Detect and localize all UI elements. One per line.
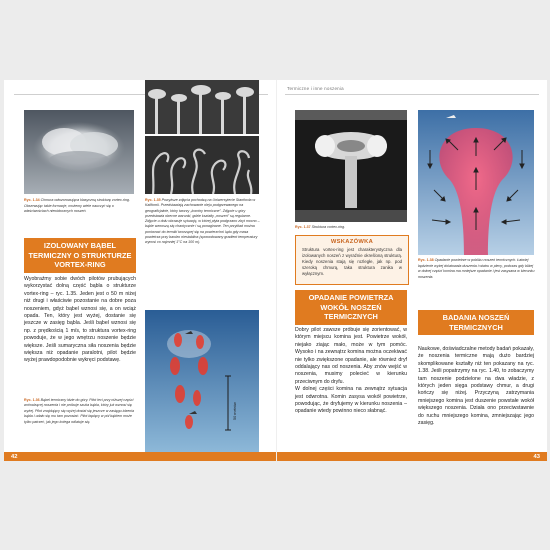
fig136-caption	[24, 398, 136, 425]
right-page-header: Termiczne i inne noszenia	[287, 86, 344, 91]
downdraft-diagram	[418, 110, 534, 255]
hint-text: Struktura vortex-ring jest charakterystyczna dla izolowanych noszeń z wyraźnie określoną strukturą. Kiedy noszenia stają się rozległe, jak np. pod szeroką chmurą, taka struktura zanika w wyłącznym.	[302, 247, 402, 276]
left-page-footer-bar	[4, 452, 276, 461]
oil-plumes-regular-photo	[145, 80, 259, 134]
research-body-text: Naukowe, doświadczalne metody badań pokazały, że noszenia termiczne mają dużo bardziej skomplikowane kształty niż ten pokazany na ryc. 1.38. Jeśli popatrzymy na ryc. 1.40, to zobaczymy tam noszenie podzielone na dwa władzie, z których jeden sięga podstawy chmur, a drugi kończy się niżej. Przyczyną zatrzymania mniejszego komina jest duszenie powstałe wokół większego noszenia. Działa ono przeciwstawnie do ruchu mniejszego komina, zmniejszając jego zasięg.	[418, 346, 534, 427]
left-page	[4, 80, 276, 461]
fig137-label: Ryc. 1.37	[295, 225, 311, 229]
fig134-caption	[24, 198, 136, 215]
hint-title: WSKAZÓWKA	[330, 239, 374, 245]
fig136-text: Bąbel termiczny idzie do góry. Pilot leci przy niższej części wchodzącej noszenia i nie próbuje szuka bąbla, który już wznosi się wyżej. Pilot znajdujący się wyżej dostał się jeszcze w zasięgu idzenia bąbla i udało się mu tam pozostać. Pilot będący w pół bąblem może tylko patrzeć, jak jego kolega odlatuje się.	[24, 398, 135, 424]
thermal-bubble-illustration	[145, 310, 259, 452]
left-page-number: 42	[11, 454, 18, 460]
section-heading-research: BADANIA NOSZEŃ TERMICZNYCH	[418, 310, 534, 335]
vortex-ring-photo	[295, 110, 407, 222]
hint-box	[295, 235, 409, 285]
right-page-footer-bar	[277, 452, 547, 461]
cloud-photo	[24, 110, 134, 194]
descending-air-body-text: Dobry pilot zawsze próbuje się zorientować, w którym miejscu komina jest. Powietrze wokół, niejako ziając mało, może w tym pomóc. Wysoko i na zewnątrz komina można oczekiwać nie tylko zwiększone opadanie, ale również dryf oddalający nas od noszenia. Aby znów wejść w noszenia, musimy polecieć w kierunku przeciwnym do dryfu. W dolnej części komina na zewnątrz sytuacja jest odwrotna. Komin zasysa wokół powietrze, powodując, że dryfujemy w kierunku noszenia – opadanie wtedy powinno nieco słabnąć.	[295, 327, 407, 415]
fig136-scale-label: 50 metrów	[233, 402, 237, 420]
right-page	[277, 80, 547, 461]
oil-plumes-chaotic-photo	[145, 136, 259, 194]
fig134-label: Ryc. 1.34	[24, 198, 40, 202]
fig135-label: Ryc. 1.35	[145, 198, 161, 202]
fig138-caption	[418, 258, 536, 280]
section-heading-descending-air: OPADANIE POWIETRZA WOKÓŁ NOSZEŃ TERMICZNYCH	[295, 290, 407, 325]
right-page-number: 43	[533, 454, 540, 460]
fig135-text: Powyższe zdjęcia pochodzą na Uniwersytecie Stanforda w Kalifornii. Przedstawiają zachowanie oleju podgrzewanego na geograficjalnie, który tworzy „kominy termiczne". Zdjęcie u góry przedstawia obecne warunki, gdzie kształty „noszeń" są regularne. Zdjęcie u dołu obrazuje sytuację, w której płyta podgrzano zbyt mocno – bąble wznoszą się chaotycznie i są ponaginane. Ten przykład można porównać do termiki tworzącej się na powierzchni lądu gdy masa powietrza przy bardzo niestabilna (spowodowany gradient temperatury wynosi co najmniej 1°C na 100 m).	[145, 198, 260, 245]
fig137-caption	[295, 225, 407, 231]
fig137-text: Struktura vortex-ring.	[311, 225, 346, 229]
section-heading-vortex-ring: IZOLOWANY BĄBEL TERMICZNY O STRUKTURZE VORTEX-RING	[24, 238, 136, 273]
vortex-ring-body-text: Wyobraźmy sobie dwóch pilotów prubujących wykorzystać dolną część bąbla o strukturze vortex-ring – ryc. 1.35. Jeden jest o 50 m niżej niż drugi i właściwie pozostanie na dobre poza noszeniem, gdyż bąbel wznosi się, a on wciąż opada. Ten, który jest wyżej, dostanie się jeszcze w zasięg bąbla. Jeśli bąbel wznosi się np. z prędkością 1 m/s, to struktura vortex-ring powoduje, że w jego wnętrzu noszenie będzie większe. Jeśli sumaryczna siła noszenia będzie większa niż opadanie paralotni, pilot będzie wyżej prawdopodobnie wykręci podstawę.	[24, 276, 136, 364]
fig135-caption	[145, 198, 263, 246]
fig134-text: Chmura odwzorowująca klasyczną strukturę vortex-ring. Obserwując takie formacje, możemy wiele nauczyć się o właściwościach niewidocznych noszeń.	[24, 198, 130, 214]
right-header-rule	[285, 94, 539, 95]
fig138-text: Opadanie powietrze w pobliżu noszeń termicznych. Łatwiej będziecie wyżej dolatowała duszenia i wiatru w plecy, podczas gdy bliżej w dolnej części komina ma mniejsze opadanie i jest zasysana w kierunku noszenia.	[418, 258, 535, 279]
fig136-label: Ryc. 1.36	[24, 398, 40, 402]
fig138-label: Ryc. 1.38	[418, 258, 434, 262]
